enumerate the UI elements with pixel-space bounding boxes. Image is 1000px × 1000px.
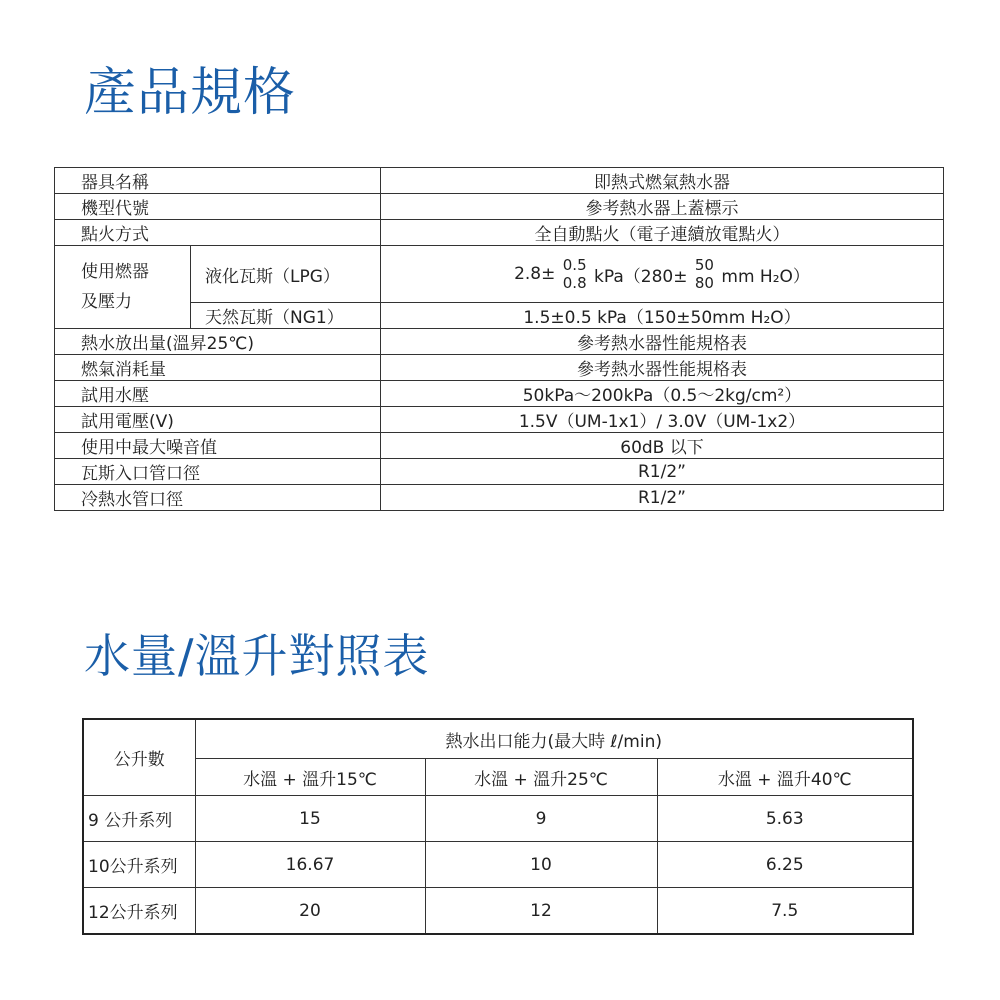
spec-value: 即熱式燃氣熱水器 xyxy=(381,168,944,194)
gas-label-line1: 使用燃器 xyxy=(81,262,149,282)
flow-series-label: 9 公升系列 xyxy=(83,796,195,842)
table-row xyxy=(83,796,913,842)
spec-value: 參考熱水器性能規格表 xyxy=(381,329,944,355)
spec-section-title: 產品規格 xyxy=(84,63,297,123)
lpg-mid: kPa（280± xyxy=(594,266,688,287)
spec-label: 熱水放出量(溫昇25℃) xyxy=(55,329,381,355)
spec-value: 60dB 以下 xyxy=(381,433,944,459)
gas-pressure-label xyxy=(55,246,191,329)
spec-label: 使用中最大噪音值 xyxy=(55,433,381,459)
spec-label: 器具名稱 xyxy=(55,168,381,194)
flow-header-row xyxy=(83,719,913,759)
spec-label: 燃氣消耗量 xyxy=(55,355,381,381)
spec-label: 機型代號 xyxy=(55,194,381,220)
flow-column-header: 水溫 + 溫升15℃ xyxy=(195,759,425,796)
spec-row xyxy=(55,168,944,194)
lpg-fraction-1 xyxy=(563,256,587,292)
spec-row xyxy=(55,355,944,381)
table-row xyxy=(83,888,913,935)
flow-cell: 9 xyxy=(425,796,657,842)
lpg-frac1-bottom: 0.8 xyxy=(562,274,587,292)
flow-cell: 15 xyxy=(195,796,425,842)
flow-cell: 10 xyxy=(425,842,657,888)
flow-column-header: 水溫 + 溫升25℃ xyxy=(425,759,657,796)
flow-column-header-row xyxy=(83,759,913,796)
flow-series-label: 10公升系列 xyxy=(83,842,195,888)
spec-row xyxy=(55,381,944,407)
spec-value: 參考熱水器上蓋標示 xyxy=(381,194,944,220)
spec-value: R1/2” xyxy=(381,485,944,511)
spec-label: 點火方式 xyxy=(55,220,381,246)
spec-row xyxy=(55,329,944,355)
flow-cell: 20 xyxy=(195,888,425,935)
lpg-fraction-2 xyxy=(695,256,714,292)
flow-cell: 12 xyxy=(425,888,657,935)
flow-section-title: 水量/溫升對照表 xyxy=(84,629,430,683)
spec-row xyxy=(55,220,944,246)
ng-label: 天然瓦斯（NG1） xyxy=(191,303,381,329)
flow-series-label: 12公升系列 xyxy=(83,888,195,935)
spec-row xyxy=(55,433,944,459)
spec-value: R1/2” xyxy=(381,459,944,485)
flow-corner-header: 公升數 xyxy=(83,719,195,796)
spec-row-lpg xyxy=(55,246,944,303)
spec-value: 50kPa～200kPa（0.5～2kg/cm²） xyxy=(381,381,944,407)
flow-cell: 6.25 xyxy=(657,842,913,888)
spec-label: 試用電壓(V) xyxy=(55,407,381,433)
lpg-frac2-bottom: 80 xyxy=(694,274,714,292)
spec-value: 全自動點火（電子連續放電點火） xyxy=(381,220,944,246)
spec-value: 參考熱水器性能規格表 xyxy=(381,355,944,381)
spec-label: 瓦斯入口管口徑 xyxy=(55,459,381,485)
lpg-prefix: 2.8± xyxy=(514,264,556,284)
flow-rate-table xyxy=(82,718,914,935)
spec-table xyxy=(54,167,944,511)
table-row xyxy=(83,842,913,888)
spec-row xyxy=(55,407,944,433)
lpg-suffix: mm H₂O） xyxy=(721,266,810,287)
lpg-label: 液化瓦斯（LPG） xyxy=(191,246,381,303)
gas-label-line2: 及壓力 xyxy=(81,292,132,312)
flow-cell: 7.5 xyxy=(657,888,913,935)
spec-row xyxy=(55,194,944,220)
flow-cell: 16.67 xyxy=(195,842,425,888)
lpg-value xyxy=(381,246,944,303)
flow-group-header: 熱水出口能力(最大時 ℓ/min) xyxy=(195,719,913,759)
flow-cell: 5.63 xyxy=(657,796,913,842)
flow-column-header: 水溫 + 溫升40℃ xyxy=(657,759,913,796)
lpg-frac2-top: 50 xyxy=(694,256,714,274)
spec-row xyxy=(55,459,944,485)
spec-value: 1.5V（UM-1x1）/ 3.0V（UM-1x2） xyxy=(381,407,944,433)
spec-label: 試用水壓 xyxy=(55,381,381,407)
lpg-frac1-top: 0.5 xyxy=(562,256,587,274)
spec-row xyxy=(55,485,944,511)
ng-value: 1.5±0.5 kPa（150±50mm H₂O） xyxy=(381,303,944,329)
spec-label: 冷熱水管口徑 xyxy=(55,485,381,511)
